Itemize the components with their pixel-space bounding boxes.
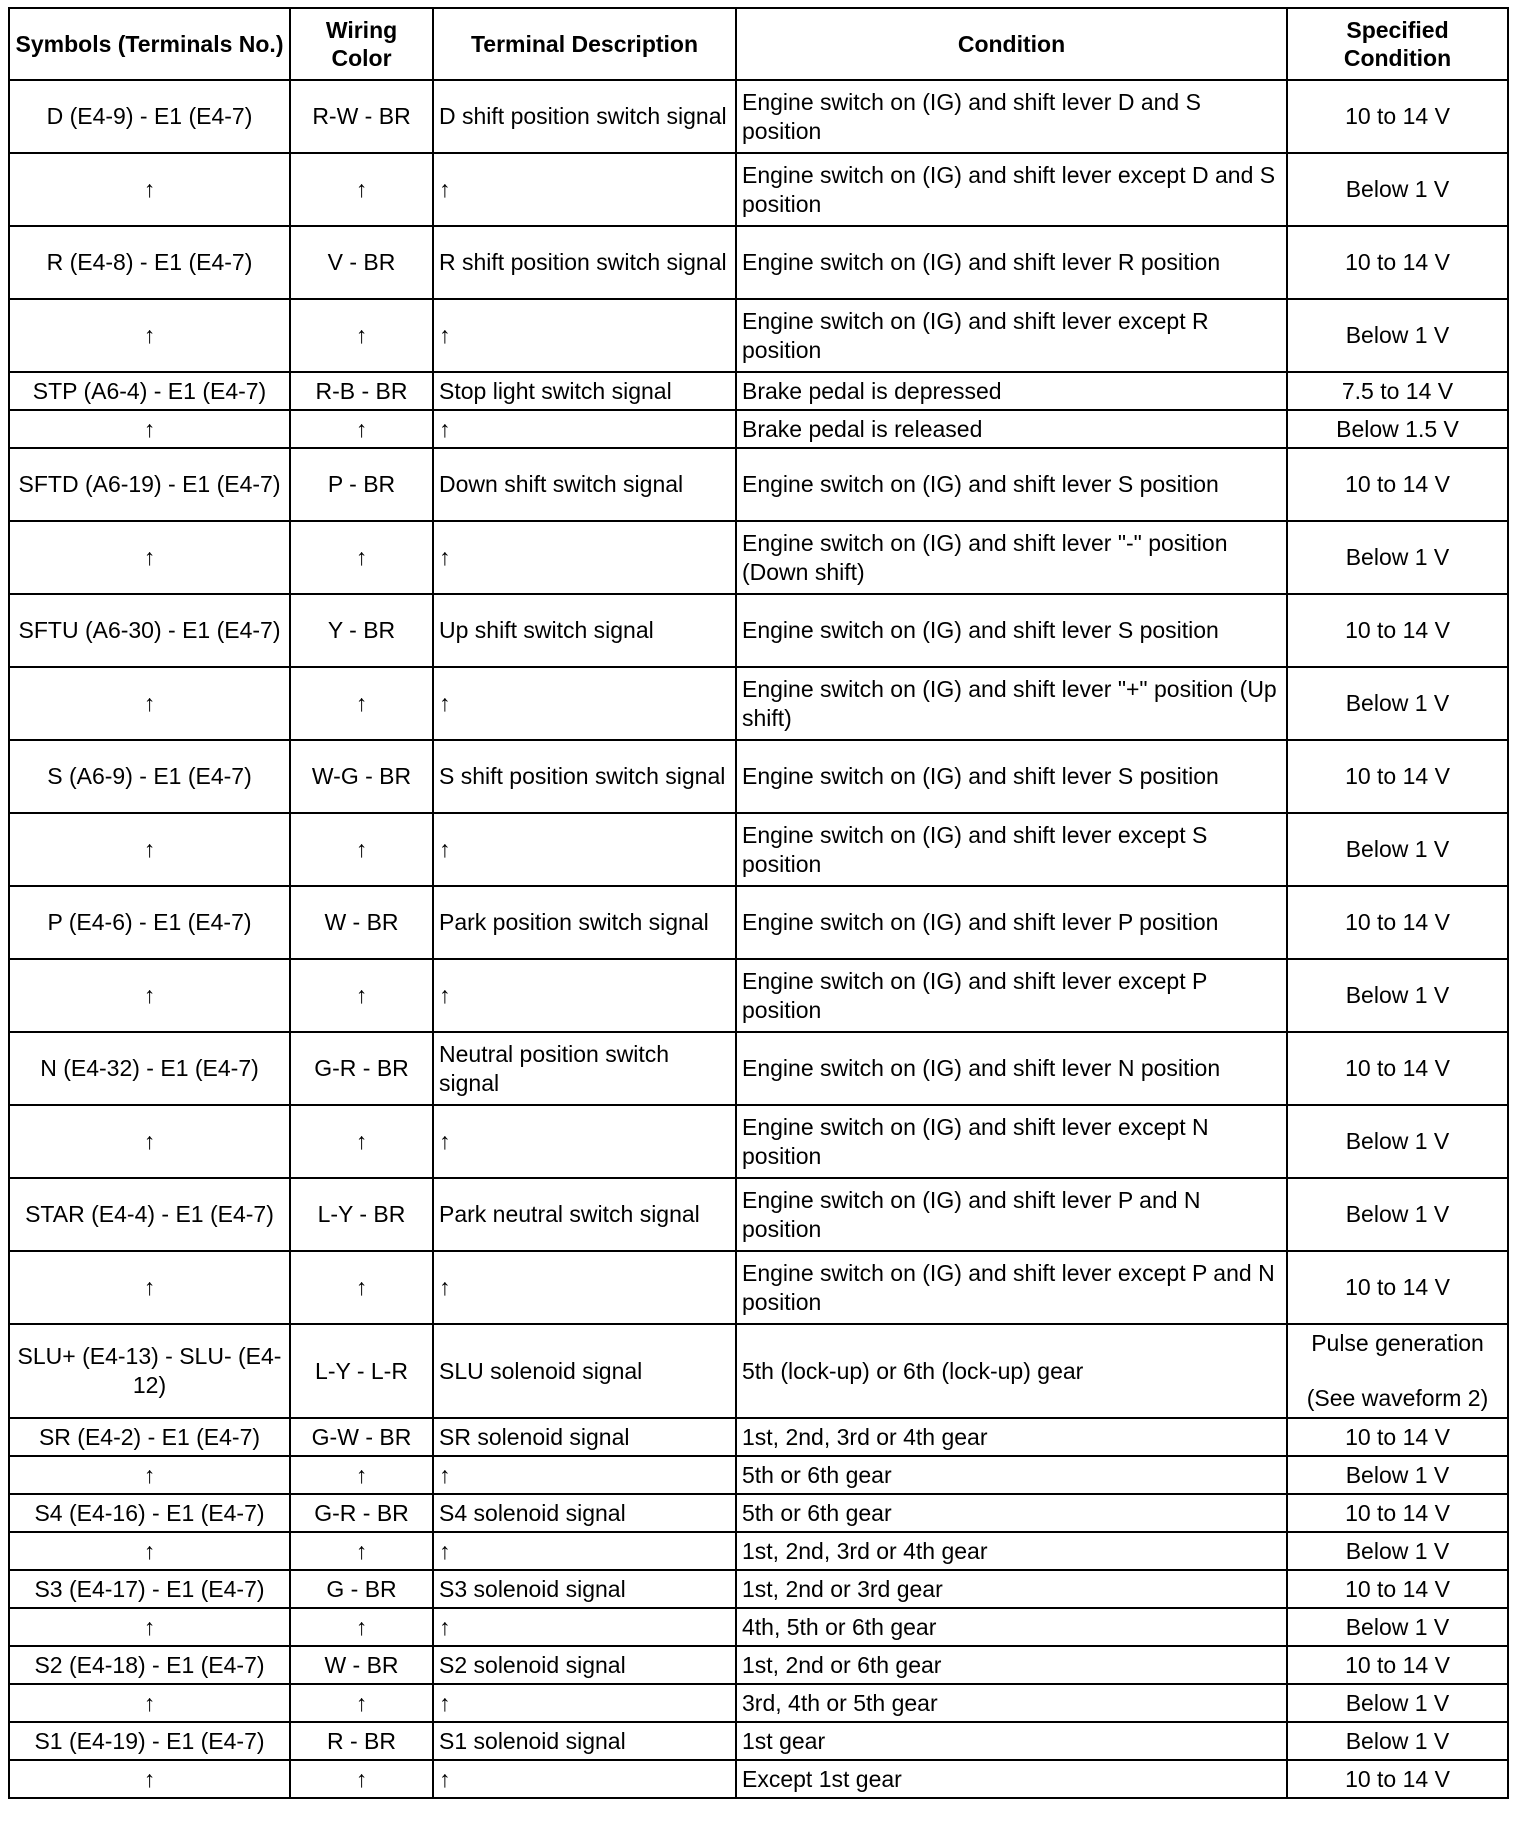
cell-wiring-color: Y - BR [290,594,433,667]
cell-condition: Engine switch on (IG) and shift lever S position [736,594,1287,667]
cell-description: ↑ [433,153,736,226]
cell-wiring-color: L-Y - BR [290,1178,433,1251]
cell-wiring-color: R-B - BR [290,372,433,410]
cell-symbol: ↑ [9,1456,290,1494]
cell-symbol: ↑ [9,410,290,448]
table-body [9,80,1508,1798]
cell-wiring-color: ↑ [290,1105,433,1178]
table-row [9,1608,1508,1646]
header-wiring-color: Wiring Color [290,8,433,80]
cell-wiring-color: ↑ [290,667,433,740]
cell-specified-condition: Below 1 V [1287,1722,1508,1760]
cell-specified-condition: 10 to 14 V [1287,1760,1508,1798]
table-row [9,1532,1508,1570]
cell-specified-condition: Below 1 V [1287,1532,1508,1570]
cell-wiring-color: W - BR [290,1646,433,1684]
cell-wiring-color: ↑ [290,410,433,448]
cell-description: ↑ [433,1105,736,1178]
cell-specified-condition: 10 to 14 V [1287,1570,1508,1608]
cell-wiring-color: W - BR [290,886,433,959]
cell-description: Park position switch signal [433,886,736,959]
cell-symbol: S (A6-9) - E1 (E4-7) [9,740,290,813]
cell-condition: 4th, 5th or 6th gear [736,1608,1287,1646]
cell-wiring-color: ↑ [290,1251,433,1324]
cell-condition: Engine switch on (IG) and shift lever except N position [736,1105,1287,1178]
table-row [9,1251,1508,1324]
table-row [9,1418,1508,1456]
cell-wiring-color: ↑ [290,153,433,226]
cell-wiring-color: ↑ [290,1456,433,1494]
cell-specified-condition [1287,1324,1508,1418]
cell-wiring-color: V - BR [290,226,433,299]
cell-description: ↑ [433,813,736,886]
cell-symbol: ↑ [9,1532,290,1570]
table-row [9,1324,1508,1418]
cell-wiring-color: ↑ [290,1760,433,1798]
cell-condition: 5th or 6th gear [736,1494,1287,1532]
header-terminal-description: Terminal Description [433,8,736,80]
cell-condition: 1st, 2nd, 3rd or 4th gear [736,1418,1287,1456]
cell-condition: Engine switch on (IG) and shift lever except P position [736,959,1287,1032]
cell-specified-condition: Below 1 V [1287,1456,1508,1494]
cell-symbol: SLU+ (E4-13) - SLU- (E4-12) [9,1324,290,1418]
specified-value: Pulse generation [1311,1330,1484,1356]
table-row [9,521,1508,594]
cell-condition: Engine switch on (IG) and shift lever except S position [736,813,1287,886]
header-symbols: Symbols (Terminals No.) [9,8,290,80]
table-row [9,372,1508,410]
cell-condition: Engine switch on (IG) and shift lever except P and N position [736,1251,1287,1324]
cell-specified-condition: 7.5 to 14 V [1287,372,1508,410]
cell-wiring-color: ↑ [290,1684,433,1722]
table-row [9,80,1508,153]
table-row [9,1105,1508,1178]
cell-specified-condition: 10 to 14 V [1287,1032,1508,1105]
table-row [9,1456,1508,1494]
cell-symbol: N (E4-32) - E1 (E4-7) [9,1032,290,1105]
cell-description: ↑ [433,1684,736,1722]
cell-symbol: ↑ [9,1684,290,1722]
cell-symbol: ↑ [9,299,290,372]
cell-description: S shift position switch signal [433,740,736,813]
cell-condition: Engine switch on (IG) and shift lever except D and S position [736,153,1287,226]
table-row [9,1494,1508,1532]
table-row [9,226,1508,299]
table-row [9,153,1508,226]
cell-symbol: S3 (E4-17) - E1 (E4-7) [9,1570,290,1608]
header-specified-condition: Specified Condition [1287,8,1508,80]
terminal-table [8,7,1509,1799]
cell-specified-condition: 10 to 14 V [1287,740,1508,813]
cell-description: Park neutral switch signal [433,1178,736,1251]
cell-specified-condition: 10 to 14 V [1287,80,1508,153]
cell-description: Stop light switch signal [433,372,736,410]
table-header-row [9,8,1508,80]
cell-description: ↑ [433,1251,736,1324]
cell-specified-condition: Below 1 V [1287,1608,1508,1646]
cell-description: ↑ [433,299,736,372]
table-row [9,448,1508,521]
cell-specified-condition: Below 1 V [1287,521,1508,594]
cell-symbol: ↑ [9,813,290,886]
cell-specified-condition: 10 to 14 V [1287,594,1508,667]
cell-wiring-color: ↑ [290,959,433,1032]
cell-description: ↑ [433,1760,736,1798]
cell-condition: 5th or 6th gear [736,1456,1287,1494]
cell-wiring-color: G - BR [290,1570,433,1608]
cell-description: SR solenoid signal [433,1418,736,1456]
table-row [9,667,1508,740]
table-row [9,410,1508,448]
cell-symbol: S4 (E4-16) - E1 (E4-7) [9,1494,290,1532]
cell-condition: Engine switch on (IG) and shift lever P and N position [736,1178,1287,1251]
cell-description: ↑ [433,1456,736,1494]
cell-specified-condition: Below 1.5 V [1287,410,1508,448]
table-row [9,299,1508,372]
pulse-generation-group [1293,1329,1502,1413]
cell-description: S4 solenoid signal [433,1494,736,1532]
cell-description: ↑ [433,1532,736,1570]
cell-condition: Engine switch on (IG) and shift lever N position [736,1032,1287,1105]
table-row [9,1646,1508,1684]
cell-condition: Except 1st gear [736,1760,1287,1798]
cell-description: SLU solenoid signal [433,1324,736,1418]
header-condition: Condition [736,8,1287,80]
table-row [9,886,1508,959]
table-row [9,1570,1508,1608]
cell-condition: Engine switch on (IG) and shift lever R position [736,226,1287,299]
cell-specified-condition: 10 to 14 V [1287,1251,1508,1324]
cell-wiring-color: G-W - BR [290,1418,433,1456]
cell-description: ↑ [433,959,736,1032]
table-row [9,1760,1508,1798]
cell-wiring-color: W-G - BR [290,740,433,813]
cell-specified-condition: Below 1 V [1287,1178,1508,1251]
cell-condition: 3rd, 4th or 5th gear [736,1684,1287,1722]
cell-symbol: S1 (E4-19) - E1 (E4-7) [9,1722,290,1760]
cell-wiring-color: G-R - BR [290,1032,433,1105]
cell-specified-condition: Below 1 V [1287,667,1508,740]
table-row [9,959,1508,1032]
cell-description: ↑ [433,521,736,594]
table-row [9,594,1508,667]
table-row [9,1684,1508,1722]
cell-wiring-color: ↑ [290,521,433,594]
cell-condition: Engine switch on (IG) and shift lever D and S position [736,80,1287,153]
cell-condition: 1st, 2nd, 3rd or 4th gear [736,1532,1287,1570]
table-row [9,813,1508,886]
cell-symbol: SFTD (A6-19) - E1 (E4-7) [9,448,290,521]
cell-condition: 1st, 2nd or 6th gear [736,1646,1287,1684]
table-row [9,1722,1508,1760]
cell-symbol: ↑ [9,153,290,226]
table-row [9,1032,1508,1105]
cell-symbol: SR (E4-2) - E1 (E4-7) [9,1418,290,1456]
cell-wiring-color: ↑ [290,813,433,886]
cell-condition: Engine switch on (IG) and shift lever "+" position (Up shift) [736,667,1287,740]
cell-condition: Brake pedal is released [736,410,1287,448]
cell-symbol: ↑ [9,1760,290,1798]
cell-specified-condition: Below 1 V [1287,153,1508,226]
cell-specified-condition: Below 1 V [1287,959,1508,1032]
cell-specified-condition: 10 to 14 V [1287,1418,1508,1456]
cell-description: R shift position switch signal [433,226,736,299]
cell-specified-condition: 10 to 14 V [1287,1494,1508,1532]
cell-symbol: ↑ [9,1608,290,1646]
cell-condition: 1st, 2nd or 3rd gear [736,1570,1287,1608]
cell-description: S3 solenoid signal [433,1570,736,1608]
cell-specified-condition: Below 1 V [1287,299,1508,372]
cell-symbol: SFTU (A6-30) - E1 (E4-7) [9,594,290,667]
cell-description: Up shift switch signal [433,594,736,667]
cell-wiring-color: R - BR [290,1722,433,1760]
cell-specified-condition: 10 to 14 V [1287,448,1508,521]
cell-wiring-color: ↑ [290,1608,433,1646]
cell-condition: Brake pedal is depressed [736,372,1287,410]
cell-wiring-color: ↑ [290,299,433,372]
cell-symbol: STAR (E4-4) - E1 (E4-7) [9,1178,290,1251]
cell-description: ↑ [433,667,736,740]
cell-description: S2 solenoid signal [433,1646,736,1684]
cell-symbol: STP (A6-4) - E1 (E4-7) [9,372,290,410]
cell-specified-condition: 10 to 14 V [1287,226,1508,299]
cell-symbol: R (E4-8) - E1 (E4-7) [9,226,290,299]
cell-condition: Engine switch on (IG) and shift lever S position [736,740,1287,813]
cell-condition: 1st gear [736,1722,1287,1760]
cell-symbol: ↑ [9,959,290,1032]
table-row [9,1178,1508,1251]
cell-symbol: D (E4-9) - E1 (E4-7) [9,80,290,153]
cell-condition: Engine switch on (IG) and shift lever "-" position (Down shift) [736,521,1287,594]
cell-symbol: ↑ [9,667,290,740]
cell-description: ↑ [433,1608,736,1646]
cell-wiring-color: ↑ [290,1532,433,1570]
cell-wiring-color: R-W - BR [290,80,433,153]
cell-wiring-color: P - BR [290,448,433,521]
cell-specified-condition: 10 to 14 V [1287,1646,1508,1684]
cell-symbol: ↑ [9,521,290,594]
specified-note: (See waveform 2) [1306,1385,1489,1411]
cell-description: Neutral position switch signal [433,1032,736,1105]
cell-condition: Engine switch on (IG) and shift lever P position [736,886,1287,959]
cell-description: S1 solenoid signal [433,1722,736,1760]
cell-specified-condition: Below 1 V [1287,813,1508,886]
cell-condition: Engine switch on (IG) and shift lever S position [736,448,1287,521]
table-row [9,740,1508,813]
cell-symbol: ↑ [9,1105,290,1178]
cell-specified-condition: Below 1 V [1287,1684,1508,1722]
cell-wiring-color: G-R - BR [290,1494,433,1532]
cell-specified-condition: 10 to 14 V [1287,886,1508,959]
cell-description: Down shift switch signal [433,448,736,521]
cell-wiring-color: L-Y - L-R [290,1324,433,1418]
cell-specified-condition: Below 1 V [1287,1105,1508,1178]
cell-description: ↑ [433,410,736,448]
cell-symbol: ↑ [9,1251,290,1324]
cell-symbol: S2 (E4-18) - E1 (E4-7) [9,1646,290,1684]
cell-description: D shift position switch signal [433,80,736,153]
cell-condition: 5th (lock-up) or 6th (lock-up) gear [736,1324,1287,1418]
cell-symbol: P (E4-6) - E1 (E4-7) [9,886,290,959]
cell-condition: Engine switch on (IG) and shift lever except R position [736,299,1287,372]
